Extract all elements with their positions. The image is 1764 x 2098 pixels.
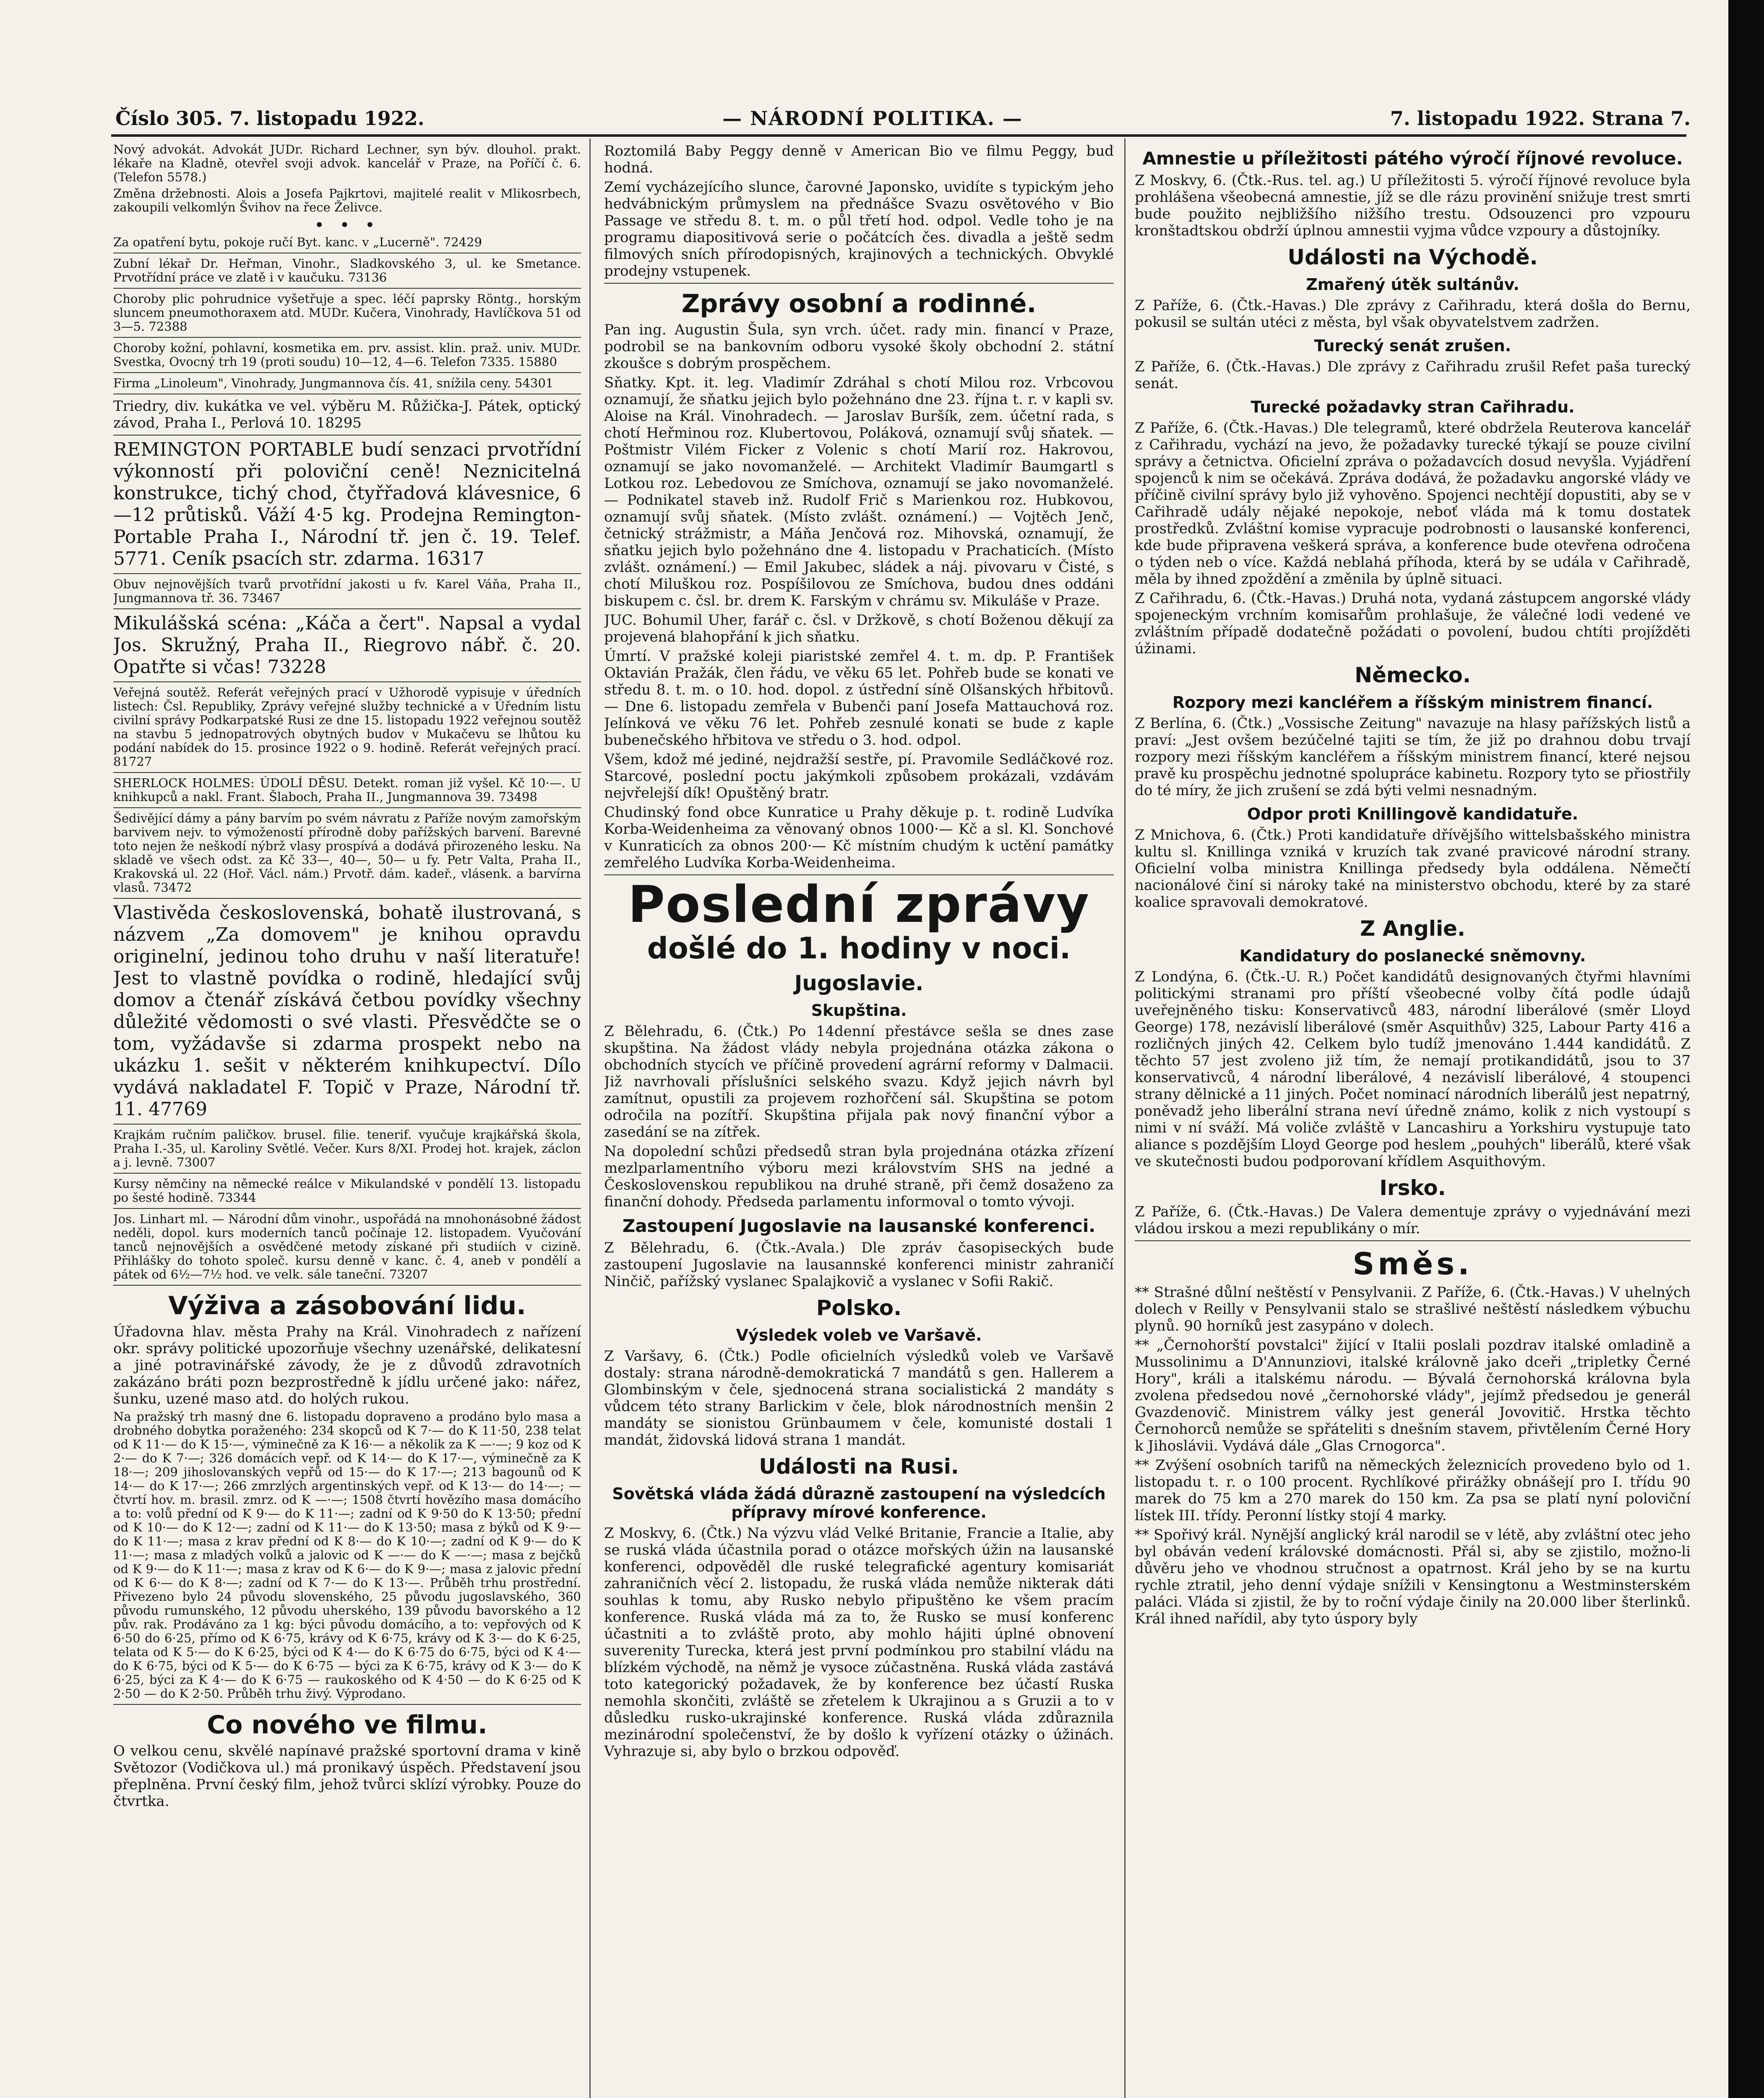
classified-ad: Choroby plic pohrudnice vyšetřuje a spec. léčí paprsky Röntg., horským sluncem pneumothoraxem atd. MUDr. Kučera, Vinohrady, Havlíčkova 51 od 3—5. 72388 bbox=[113, 292, 581, 334]
ad-separator bbox=[113, 1208, 581, 1209]
ad-separator bbox=[113, 372, 581, 373]
latest-news-subtitle: došlé do 1. hodiny v noci. bbox=[647, 931, 1071, 965]
section-heading: Události na Východě. bbox=[1287, 245, 1538, 269]
article-paragraph: ** „Černohorští povstalci" žijící v Italii poslali pozdrav italské omladině a Mussolinimu a D'Annunziovi, italské královně jako dceři „tripletky Černé Hory", králi a italskému národu. — Bývalá černohorská královna byla zvolena předsedou nové „černohorské vlády", jejímž předsedou je generál Gvazdenovič. Ministrem války jest generál Jovovitič. Hrstka těchto Černohorců nemůže se spřáteliti s dnešním stavem, přivtělením Černé Hory k Jihoslávii. Vydává dále „Glas Crnogorca". bbox=[1135, 1337, 1691, 1454]
article-paragraph: Z Moskvy, 6. (Čtk.) Na výzvu vlád Velké Britanie, Francie a Italie, aby se ruská vláda účastnila porad o otázce mořských úžin na lausanské konferenci, odpověděl dle ruské telegrafické agentury komisariát zahraničních věcí 2. listopadu, že ruská vláda nemůže nikterak dáti souhlas k tomu, aby Rusko nebylo připuštěno ke všem pracím konference. Ruská vláda má za to, že Rusko se musí konferenc účastniti a to zvláště proto, aby mohlo hájiti úplné obnovení suverenity Turecka, která jest první podmínkou pro stabilní vládu na blízkém východě, na němž je vysoce zúčastněna. Ruská vláda zastává toto kategorický požadavek, že by konference bez účastí Ruska nemohla skončiti, zvláště se zřetelem k Ukrajinou a s Gruzii a to v důsledku rusko-ukrajinské konference. Ruská vláda zdůraznila mezinárodní společenství, že by došlo k vyřízení otázky o úžinách. Vyhrazuje si, aby bylo o brzkou odpověď. bbox=[604, 1525, 1114, 1760]
ad-separator bbox=[113, 807, 581, 808]
article-paragraph: Z Berlína, 6. (Čtk.) „Vossische Zeitung" navazuje na hlasy pařížských listů a praví: „Jest ovšem bezúčelné tajiti se tím, že již po drahnou dobu trvají rozpory mezi říšským kancléřem a říšským ministrem financí, které nejsou pravě ku prospěchu jednotné spolupráce kabinetu. Rozpory tyto se přiostřily do té míry, že jich zrušení se zdá býti velmi nesnadným. bbox=[1135, 715, 1691, 799]
issue-number-date: Číslo 305. 7. listopadu 1922. bbox=[115, 107, 425, 130]
ad-separator bbox=[113, 608, 581, 609]
section-subheading: Turecké požadavky stran Cařihradu. bbox=[1251, 398, 1575, 416]
article-paragraph: Zemí vycházejícího slunce, čarovné Japonsko, uvidíte s typickým jeho hedvábnickým průmyslem na přednášce Svazu osvětového v Bio Passage ve středu 8. t. m. o půl třetí hod. odpol. Vedle toho je na programu diapositivová serie o počátcích čes. divadla a ještě sedm filmových sních přírodopisných, krajinových a technických. Obvyklé prodejny vstupenek. bbox=[604, 179, 1114, 279]
dot-divider: • • • bbox=[314, 216, 380, 235]
ad-separator bbox=[113, 681, 581, 682]
section-heading: Události na Rusi. bbox=[759, 1454, 959, 1479]
classified-ad: Triedry, div. kukátka ve vel. výběru M. Růžička-J. Pátek, optický závod, Praha I., Perlová 10. 18295 bbox=[113, 398, 581, 431]
section-subheading: Turecký senát zrušen. bbox=[1314, 337, 1511, 355]
ad-separator bbox=[113, 1124, 581, 1125]
column-divider bbox=[1124, 138, 1126, 2098]
article-paragraph: Úmrtí. V pražské koleji piaristské zemřel 4. t. m. dp. P. František Oktavián Pražák, člen řádu, ve věku 65 let. Pohřeb bude se konati ve středu 8. t. m. o 10. hod. dopol. z ústřední síně Olšanských hřbitovů. — Dne 6. listopadu zemřela v Bubenči paní Josefa Mattauchová roz. Jelínková ve věku 76 let. Pohřeb zesnulé konati se bude z kaple bubenečského hřbitova ve středu o 3. hod. odpol. bbox=[604, 648, 1114, 749]
section-heading: Směs. bbox=[1352, 1246, 1473, 1281]
header-rule bbox=[111, 134, 1686, 137]
section-subheading: Výsledek voleb ve Varšavě. bbox=[736, 1326, 982, 1344]
column-foreign-news bbox=[1135, 143, 1691, 2098]
section-separator bbox=[113, 1704, 581, 1705]
section-heading: Z Anglie. bbox=[1360, 916, 1465, 941]
section-heading: Výživa a zásobování lidu. bbox=[168, 1291, 526, 1320]
article-paragraph: Všem, kdož mé jediné, nejdražší sestře, pí. Pravomile Sedláčkové roz. Starcové, poslední poctu jakýmkoli způsobem prokázali, vzdávám nejvřelejší dík! Opuštěný bratr. bbox=[604, 751, 1114, 801]
section-subheading: Zmařený útěk sultánův. bbox=[1306, 275, 1519, 294]
column-news bbox=[604, 143, 1114, 2098]
ad-separator bbox=[113, 435, 581, 436]
article-paragraph: ** Zvýšení osobních tarifů na německých železnicích provedeno bylo od 1. listopadu t. r. o 100 procent. Rychlíkové přirážky obnášejí pro I. třídu 90 marek do 75 km a 270 marek do 150 km. Za psa se platí nyní poloviční lístek III. třídy. Peronní lístky stojí 4 marky. bbox=[1135, 1457, 1691, 1524]
section-heading: Zastoupení Jugoslavie na lausanské konferenci. bbox=[622, 1216, 1096, 1236]
classified-ad: Šedivějící dámy a pány barvím po svém návratu z Paříže novým zamořským barvivem nejv. to výmožeností přírodně doby pařížských barvení. Barevné toto nejen že neškodí nýbrž vlasy prospívá a dodává přirozeného lesku. Na skladě ve všech odst. za Kč 33—, 40—, 50— u fy. Petr Valta, Praha II., Krakovská ul. 22 (Hoř. Václ. nám.) Prvotř. dám. kadeř., vlásenk. a barvírna vlasů. 73472 bbox=[113, 811, 581, 895]
latest-news-banner: Poslední zprávy bbox=[628, 876, 1090, 934]
article-paragraph: Chudinský fond obce Kunratice u Prahy děkuje p. t. rodině Ludvíka Korba-Weidenheima za věnovaný obnos 1000·— Kč a sl. Kl. Sonchové v Kunraticích za obnos 200·— Kč místním chudým k uctění památky zemřelého Ludvíka Korba-Weidenheima. bbox=[604, 804, 1114, 871]
article-paragraph: Z Bělehradu, 6. (Čtk.) Po 14denní přestávce sešla se dnes zase skupština. Na žádost vlády nebyla projednána otázka zákona o obchodních stycích ve příčině provedení agrární reformy v Dalmacii. Již navrhovali příslušníci selského svazu. Když jejich návrh byl zamítnut, opustili za projevem rozhořčení sál. Skupština se potom odročila na pozítří. Skupština přijala pak nový finanční výbor a zasedání se na zítřek. bbox=[604, 1023, 1114, 1140]
section-subheading: Sovětská vláda žádá důrazně zastoupení na výsledcích přípravy mírové konference. bbox=[612, 1485, 1106, 1521]
classified-ad: Mikulášská scéna: „Káča a čert". Napsal a vydal Jos. Skružný, Praha II., Riegrovo nábř. č. 20. Opatřte si včas! 73228 bbox=[113, 613, 581, 678]
ad-separator bbox=[113, 337, 581, 338]
article-paragraph: Úřadovna hlav. města Prahy na Král. Vinohradech z nařízení okr. správy politické upozorňuje všechny uzenářské, delikatesní a jiné potravinářské závody, že je z důvodů zdravotních zakázáno bráti pozn bezprostředně k jídlu určené jako: nářez, šunku, uzené maso atd. do holých rukou. bbox=[113, 1323, 581, 1407]
section-subheading: Rozpory mezi kancléřem a říšským ministrem financí. bbox=[1172, 693, 1653, 712]
section-separator bbox=[604, 874, 1114, 875]
article-paragraph: Sňatky. Kpt. it. leg. Vladimír Zdráhal s chotí Milou roz. Vrbcovou oznamují, že sňatku jejich bylo požehnáno dne 23. října t. r. v kapli sv. Aloise na Král. Vinohradech. — Jaroslav Buršík, zem. účetní rada, s chotí Heřminou roz. Klubertovou, Poláková, oznamují svůj sňatek. — Poštmistr Vilém Ficker z Volenic s chotí Marií roz. Hakrovou, oznamují se jako novomanželé. — Architekt Vladimír Baumgartl s Lotkou roz. Lebedovou ze Smíchova, oznamují se jako novomanželé. — Podnikatel staveb inž. Rudolf Frič s Marienkou roz. Hubkovou, oznamují svůj sňatek. (Místo zvlášt. oznámení.) — Vojtěch Jenč, četnický strážmistr, a Máňa Jenčová roz. Mihovská, oznamují, že sňatku jejich bylo požehnáno dne 4. listopadu v Prachaticích. (Místo zvlášt. oznámení.) — Emil Jakubec, sládek a náj. pivovaru v Čisté, s chotí Miluškou roz. Pospíšilovou ze Smíchova, budou dnes oddáni biskupem c. čsl. br. drem K. Farským v chrámu sv. Mikuláše v Praze. bbox=[604, 374, 1114, 609]
classified-ad: Veřejná soutěž. Referát veřejných prací v Užhorodě vypisuje v úředních listech: Čsl. Republiky, Zprávy veřejné služby technické a v Úředním listu civilní správy Podkarpatské Rusi ze dne 15. listopadu 1922 veřejnou soutěž na stavbu 5 jednopatrových obytných budov v Mukačevu se lhůtou ku podání nabídek do 15. prosince 1922 o 9. hodině. Referát veřejných prací. 81727 bbox=[113, 685, 581, 769]
article-paragraph: Z Mnichova, 6. (Čtk.) Proti kandidatuře dřívějšího wittelsbašského ministra kultu sl. Knillinga vzniká v kruzích tak zvané pravicové národní strany. Oficielní volba ministra Knillinga předsedy byla oddálena. Němečtí nacionálové činí si nároky také na ministerstvo obchodu, které by za staré koalice spravovali demokratové. bbox=[1135, 827, 1691, 911]
article-paragraph: Z Londýna, 6. (Čtk.-U. R.) Počet kandidátů designovaných čtyřmi hlavními politickými stranami pro příští všeobecné volby čítá podle údajů uveřejněného tisku: Konservativců 483, národní liberálové (směr Lloyd George) 178, nezávislí liberálové (směr Asquithův) 325, Labour Party 416 a rozličných jiných 42. Celkem bylo tudíž jmenováno 1.444 kandidátů. Z těchto 57 jest zvoleno již tím, že nemají protikandidátů, jsou to 37 konservativců, 4 národní liberálové, 4 nezávislí liberálové, 4 stoupenci strany dělnické a 11 jiných. Počet nominací národních liberálů jest nepatrný, poněvadž jeho liberální strana neví úředně známo, kolik z nich vystoupí s nimi v ní sváží. Má voliče zvláště v Lancashiru a Yorkshiru vystupuje tato aliance s pozdějším Lloyd George pod heslem „pouhých" liberálů, které však ve skutečnosti budou podporovaní křídlem Asquithovým. bbox=[1135, 968, 1691, 1170]
ad-separator bbox=[113, 573, 581, 574]
section-subheading: Skupština. bbox=[811, 1001, 907, 1020]
section-separator bbox=[604, 283, 1114, 284]
section-heading: Amnestie u příležitosti pátého výročí říjnové revoluce. bbox=[1142, 148, 1683, 169]
column-classifieds bbox=[113, 143, 581, 2098]
classified-ad: Firma „Linoleum", Vinohrady, Jungmannova čís. 41, snížila ceny. 54301 bbox=[113, 376, 554, 390]
section-heading: Irsko. bbox=[1379, 1176, 1446, 1200]
article-paragraph: Z Moskvy, 6. (Čtk.-Rus. tel. ag.) U příležitosti 5. výročí říjnové revoluce byla prohlášena všeobecná amnestie, jíž se dle rázu provinění snižuje trest smrti bude použito nejbližšího nižšího trestu. Odsouzenci pro vzpouru kronštadtskou obdrží úplnou amnestii vyjma vůdce vzpoury a důstojníky. bbox=[1135, 172, 1691, 239]
section-subheading: Odpor proti Knillingově kandidatuře. bbox=[1247, 805, 1579, 823]
ad-separator bbox=[113, 1285, 581, 1286]
classified-ad: Krajkám ručním paličkov. brusel. filie. tenerif. vyučuje krajkářská škola, Praha I.-35, ul. Karoliny Světlé. Večer. Kurs 8/XI. Prodej hot. krajek, záclon a j. levně. 73007 bbox=[113, 1127, 581, 1169]
section-heading: Zprávy osobní a rodinné. bbox=[681, 289, 1037, 318]
classified-ad: Zubní lékař Dr. Heřman, Vinohr., Sladkovského 3, ul. ke Smetance. Prvotřídní práce ve zlatě i v kaučuku. 73136 bbox=[113, 256, 581, 284]
article-paragraph: Na dopolední schůzi předsedů stran byla projednána otázka zřízení mezlparlamentního výboru mezi královstvím SHS na jedné a Československou republikou na druhé straně, při čemž dosaženo za finanční dohody. Předseda parlamentu informoval o tomto vývoji. bbox=[604, 1143, 1114, 1210]
classified-ad: Jos. Linhart ml. — Národní dům vinohr., uspořádá na mnohonásobné žádost neděli, dopol. kurs moderních tanců počínaje 12. listopadem. Vyučování tanců nejnovějších a osvědčené metody získané při studiích v cizině. Přihlášky do tohoto společ. kursu denně v kanc. č. 4, aneb v pondělí a pátek od 6½—7½ hod. ve velk. sále taneční. 73207 bbox=[113, 1212, 581, 1281]
ad-separator bbox=[113, 898, 581, 899]
article-paragraph: ** Strašné důlní neštěstí v Pensylvanii. Z Paříže, 6. (Čtk.-Havas.) V uhelných dolech v Reilly v Pensylvanii stalo se strašlivé neštěstí následkem výbuchu plynů. 90 horníků jest zasypáno v dolech. bbox=[1135, 1284, 1691, 1334]
classified-ad: Choroby kožní, pohlavní, kosmetika em. prv. assist. klin. praž. univ. MUDr. Svestka, Ovocný trh 19 (proti soudu) 10—12, 4—6. Telefon 7335. 15880 bbox=[113, 341, 581, 369]
column-divider bbox=[589, 138, 591, 2098]
classified-ad: Změna držebnosti. Alois a Josefa Pajkrtovi, majitelé realit v Mlikosrbech, zakoupili velkomlýn Švihov na řece Želivce. bbox=[113, 186, 581, 214]
classified-ad: Za opatření bytu, pokoje ručí Byt. kanc. v „Lucerně". 72429 bbox=[113, 235, 482, 249]
article-paragraph: O velkou cenu, skvělé napínavé pražské sportovní drama v kině Světozor (Vodičkova ul.) má pronikavý úspěch. Představení jsou přeplněna. První český film, jehož tvůrci sklízí výrobky. Pouze do čtvrtka. bbox=[113, 1743, 581, 1810]
article-paragraph: Z Bělehradu, 6. (Čtk.-Avala.) Dle zpráv časopiseckých bude zastoupení Jugoslavie na lausannské konferenci ministr zahraničí Ninčič, pařížský vyslanec Spalajkovič a vyslanec v Sofii Rakič. bbox=[604, 1239, 1114, 1290]
scan-border bbox=[1728, 0, 1764, 2098]
classified-ad: Nový advokát. Advokát JUDr. Richard Lechner, syn býv. dlouhol. prakt. lékaře na Kladně, otevřel svoji advok. kancelář v Praze, na Poříčí č. 6. (Telefon 5578.) bbox=[113, 143, 581, 184]
ad-separator bbox=[113, 288, 581, 289]
section-heading: Polsko. bbox=[816, 1296, 902, 1320]
ad-separator bbox=[113, 772, 581, 773]
article-paragraph: Z Paříže, 6. (Čtk.-Havas.) Dle zprávy z Cařihradu, která došla do Bernu, pokusil se sultán utéci z města, byl však obyvatelstvem zadržen. bbox=[1135, 297, 1691, 331]
article-paragraph: Pan ing. Augustin Šula, syn vrch. účet. rady min. financí v Praze, podrobil se na bankovním odboru vysoké školy obchodní 2. státní zkoušce s dobrým prospěchem. bbox=[604, 321, 1114, 372]
section-heading: Německo. bbox=[1355, 663, 1471, 687]
classified-ad: Kursy němčiny na německé reálce v Mikulandské v pondělí 13. listopadu po šesté hodině. 73344 bbox=[113, 1177, 581, 1205]
article-paragraph: Z Paříže, 6. (Čtk.-Havas.) Dle telegramů, které obdržela Reuterova kancelář z Cařihradu, vychází na jevo, že požadavky turecké týkají se pouze civilní správy a četnictva. Oficielní zpráva o požadavcích dosud nevyšla. Vyjádření spojenců k nim se očekává. Zpráva dodává, že požadavku angorské vlády ve příčině civilní správy bylo již vyhověno. Spojenci nechtějí dopustiti, aby se v Cařihradě udály nějaké nepokoje, neboť vláda má k tomu dostatek prostředků. Zvláštní komise vypracuje podrobnosti o lausanské konferenci, kde bude připravena veškerá správa, a konference bude otevřena odročena o týden neb o více. Každá neblahá příhoda, která by se udála v Cařihradě, měla by ihned zpoždění a změnila by úplně situaci. bbox=[1135, 420, 1691, 587]
remington-ad: REMINGTON PORTABLE budí senzaci prvotřídní výkonností při poloviční ceně! Neznicitelná konstrukce, tichý chod, čtyřřadová klávesnice, 6—12 průtisků. Váží 4·5 kg. Prodejna Remington-Portable Praha I., Národní tř. jen č. 19. Telef. 5771. Ceník psacích str. zdarma. 16317 bbox=[113, 439, 581, 569]
ad-separator bbox=[113, 1173, 581, 1174]
article-paragraph: Z Paříže, 6. (Čtk.-Havas.) De Valera dementuje zprávy o vyjednávání mezi vládou irskou a mezi republikány o mír. bbox=[1135, 1203, 1691, 1237]
article-paragraph: Z Paříže, 6. (Čtk.-Havas.) Dle zprávy z Cařihradu zrušil Refet paša turecký senát. bbox=[1135, 358, 1691, 392]
article-paragraph: ** Spořivý král. Nynější anglický král narodil se v létě, aby zvláštní otec jeho byl obáván vedení královské domácnosti. Přál si, aby se zjistilo, možno-li důvěru jeho ve vhodnou stručnost a opatrnost. Král jeho by se na kurtu rychle ztratil, jeho denní výdaje snížili v Kensingtonu a Westminsterském paláci. Vláda si zjistil, že by to roční výdaje činily na 20.000 liber šterlinků. Král ihned nařídil, aby tyto úspory byly bbox=[1135, 1527, 1691, 1627]
classified-ad: Obuv nejnovějších tvarů prvotřídní jakosti u fv. Karel Váňa, Praha II., Jungmannova tř. 36. 73467 bbox=[113, 577, 581, 605]
page-date-number: 7. listopadu 1922. Strana 7. bbox=[1390, 107, 1691, 130]
masthead-title: — NÁRODNÍ POLITIKA. — bbox=[722, 107, 1023, 130]
vlastiveda-ad: Vlastivěda československá, bohatě ilustrovaná, s názvem „Za domovem" je knihou opravdu originelní, jedinou toho druhu v naší literatuře! Jest to vlastně povídka o rodině, hledající svůj domov a čtenář získává četbou povídky všechny důležité vědomosti o své vlasti. Přesvědčte se o tom, vyžádavše si zdarma prospekt nebo na ukázku 1. sešit v některém knihkupectví. Dílo vydává nakladatel F. Topič v Praze, Národní tř. 11. 47769 bbox=[113, 902, 581, 1120]
section-heading: Co nového ve filmu. bbox=[207, 1710, 487, 1740]
article-paragraph: JUC. Bohumil Uher, farář c. čsl. v Držkově, s chotí Boženou děkují za projevená blahopřání k jich sňatku. bbox=[604, 612, 1114, 645]
section-subheading: Kandidatury do poslanecké sněmovny. bbox=[1239, 947, 1586, 965]
article-paragraph: Z Cařihradu, 6. (Čtk.-Havas.) Druhá nota, vydaná zástupcem angorské vlády spojeneckým vrchním komisařům prohlašuje, že válečné lodi vedené ve zvláštním případě dodatečně požádati o povolení, budou chtíti projížděti úžinami. bbox=[1135, 590, 1691, 657]
article-paragraph: Na pražský trh masný dne 6. listopadu dopraveno a prodáno bylo masa a drobného dobytka poraženého: 234 skopců od K 7·— do K 11·50, 238 telat od K 11·— do K 15·—, výminečně za K 16·— a několik za K —·—; 9 koz od K 2·— do K 7·—; 326 domácích vepř. od K 14·— do K 17·—, výminečně za K 18·—; 209 jihoslovanských vepřů od 15·— do K 17·—; 213 bagounů od K 14·— do K 17·—; 266 zmrzlých argentinských vepř. od K 13·— do 14·—; — čtvrtí hov. m. brasil. zmrz. od K —·—; 1508 čtvrtí hovězího masa domácího a to: volů přední od K 9·— do K 11·—; zadní od K 9·50 do K 13·50; přední od K 10·— do K 12·—; zadní od K 11·— do K 13·50; masa z býků od K 9·— do K 11·—; masa z krav přední od K 8·— do K 10·—; zadní od K 9·— do K 11·—; masa z mladých volků a jalovic od K —·— do K —·—; masa z bejčků od K 9·— do K 11·—; masa z krav od K 6·— do K 9·—; masa z jalovic přední od K 6·— do K 8·—; zadní od K 7·— do K 13·—. Průběh trhu prostřední. Přivezeno bylo 24 původu slovenského, 25 původu jugoslavského, 360 původu rumunského, 12 původu uherského, 139 původu bavorského a 12 pův. rak. Prodáváno za 1 kg: býci původu domácího, a to: vepřových od K 6·50 do 6·25, přímo od K 6·75, krávy od K 6·75, krávy od K 3·— do K 6·25, telata od K 5·— do K 6·25, býci od K 4·— do K 6·75 do 6·75, býci od K 4·— do K 6·75, býci od K 5·— do K 6·75 — býci za K 6·75, krávy od K 3·— do K 6·25, býci za K 4·— do K 6·75 — raukoského od K 4·50 — do K 6·25 od K 2·50 — do K 2·50. Průběh trhu živý. Výprodano. bbox=[113, 1409, 581, 1701]
classified-ad: SHERLOCK HOLMES: ÚDOLÍ DĚSU. Detekt. roman již vyšel. Kč 10·—. U knihkupců a nakl. Frant. Šlaboch, Praha II., Jungmannova 39. 73498 bbox=[113, 776, 581, 804]
section-heading: Jugoslavie. bbox=[794, 971, 924, 995]
article-paragraph: Z Varšavy, 6. (Čtk.) Podle oficielních výsledků voleb ve Varšavě dostaly: strana národně-demokratická 7 mandátů s gen. Hallerem a Glombinským v čele, sjednocená strana socialistická 2 mandáty s vůdcem této strany Barlickim v čele, blok národnostních menšin 2 mandáty se sionistou Grünbaumem v čele, komunisté dostali 1 mandát, židovská lidová strana 1 mandát. bbox=[604, 1348, 1114, 1448]
section-separator bbox=[1135, 1240, 1691, 1241]
article-paragraph: Roztomilá Baby Peggy denně v American Bio ve filmu Peggy, buď hodná. bbox=[604, 143, 1114, 176]
